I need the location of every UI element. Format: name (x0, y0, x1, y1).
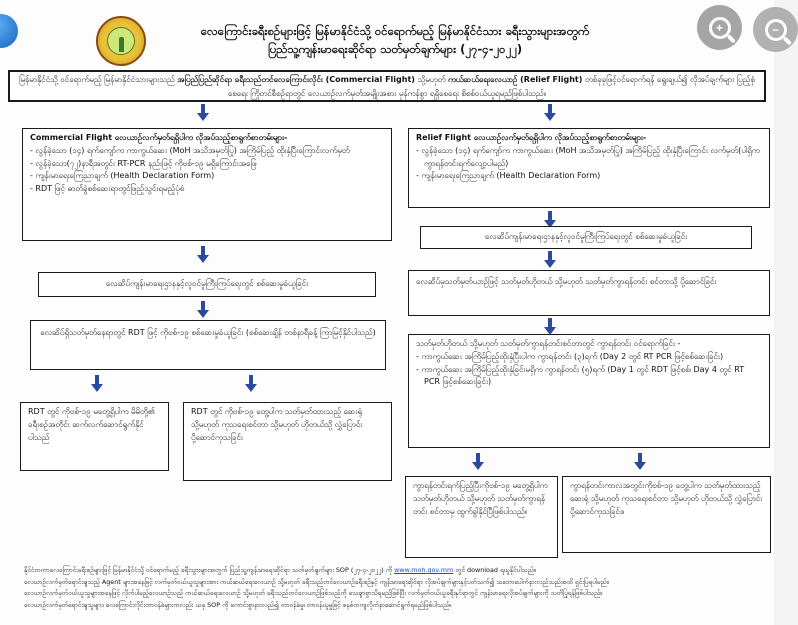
commercial-bullet: - RDT ဖြင့် ဓာတ်ခွဲစစ်ဆေးရာတွင်ဖြည့်သွင်းရမည့်ပုံစံ (30, 184, 185, 194)
moh-logo-icon (96, 16, 146, 66)
relief-title: Relief Flight လေယာဉ်လက်မှတ်ရရှိပါက လိုအပ်သည့်စာရွက်စာတမ်းများ- (416, 133, 647, 142)
relief-airport-check-text: လေဆိပ်ကျန်းမာရေးဌာနနှင့်လူဝင်မှုကြီးကြပ်ရေးတွင် စစ်ဆေးမှုခံယူခြင်း (484, 232, 688, 242)
relief-negative-outcome-box (405, 476, 558, 558)
commercial-bullet: - လွန်ခဲ့သော(၇၂)နာရီအတွင်း RT-PCR နည်းဖြင့် ကိုဗစ်-၁၉ မရှိကြောင်းအဖြေ (30, 158, 257, 168)
intro-text-3: တစ်ခုခုဖြင့်ဝင်ရောက်ရန် ရွေးချယ်၍ လိုအပ်ချက်များ ပြည့်စုံစေရေး ကြိုတင်စီစဉ်ရာတွင် လေယာဉ်လက်မှတ်အမျိုးအစား မှန်ကန်စွာ ရရှိစေရေး စိစစ်ဝယ်ယူရမည်ဖြစ်ပါသည်။ (227, 75, 755, 99)
relief-quarantine-bullet: - ကာကွယ်ဆေး အကြိမ်ပြည့်ထိုးနှံခြင်းမရှိက ကွာရန်တင်း (၅)ရက် (Day 1 တွင် RDT ဖြင့်စစ်၊ Day 4 တွင် RT PCR ဖြင့်စစ်ဆေးခြင်း) (416, 364, 745, 387)
intro-bold-relief: ကယ်ဆယ်ရေးလေယာဉ် (Relief Flight) (447, 75, 583, 84)
commercial-rdt-test-text: လေဆိပ်ရှိသတ်မှတ်နေရာတွင် RDT ဖြင့် ကိုဗစ်-၁၉ စစ်ဆေးမှုခံယူခြင်း (စစ်ဆေးချိန် တစ်နာရီခန့် ကြာမြင့်နိုင်ပါသည်) (40, 328, 376, 337)
down-arrow (472, 453, 484, 470)
page-title (150, 22, 640, 59)
zoom-out-button[interactable] (753, 7, 798, 52)
down-arrow (91, 375, 103, 392)
relief-transport-text: လေဆိပ်မှသတ်မှတ်ယာဉ်ဖြင့် သတ်မှတ်ဟိုတယ် သို့မဟုတ် သတ်မှတ်ကွာရန်တင်း စင်တာသို့ ပို့ဆောင်ခြင်း (416, 277, 717, 286)
down-arrow (544, 318, 556, 335)
zoom-out-icon (765, 19, 787, 41)
relief-bullet: - ကျန်းမာရေးကြေညာချက် (Health Declaration Form) (416, 171, 601, 181)
down-arrow (634, 453, 646, 470)
page-title-line1: လေကြောင်းခရီးစဉ်များဖြင့် မြန်မာနိုင်ငံသို့ ဝင်ရောက်မည့် မြန်မာနိုင်ငံသား ခရီးသွားများအတွက် (200, 24, 590, 38)
page-title-line2: ပြည်သူ့ကျန်းမာရေးဆိုင်ရာ သတ်မှတ်ချက်များ (၂၇-၄-၂၀၂၂) (267, 42, 523, 57)
down-arrow (245, 375, 257, 392)
commercial-airport-check-box (38, 272, 376, 297)
commercial-bullet: - လွန်ခဲ့သော (၁၄) ရက်ကျော်က ကာကွယ်ဆေး (MoH အသိအမှတ်ပြု) အကြိမ်ပြည့် ထိုးနှံပြီးကြောင်းလက်မှတ် (30, 145, 350, 155)
zoom-in-icon (709, 17, 731, 39)
intro-text-2: သို့မဟုတ် (414, 75, 448, 84)
footer-line1-suffix: တွင် download ရယူနိုင်ပါသည်။ (453, 566, 536, 574)
moh-website-link[interactable]: www.moh.gov.mm (394, 566, 454, 574)
relief-positive-outcome-text: ကွာရန်တင်းကာလအတွင်းကိုဗစ်-၁၉ တွေ့ပါက သတ်မှတ်ထားသည့် ဆေးရုံ သို့မဟုတ် ကုသရေးစင်တာ သို့မဟုတ် ဟိုတယ်သို့ လွှဲပြောင်းပို့ဆောင်ကုသခြင်း။ (570, 481, 763, 516)
relief-bullet: - လွန်ခဲ့သော (၁၄) ရက်ကျော်က ကာကွယ်ဆေး (MoH အသိအမှတ်ပြု) အကြိမ်ပြည့် ထိုးနှံပြီးကြောင်း လက်မှတ်(ပါရှိက ကွာရန်တင်းရက်လျော့ပါမည်) (416, 145, 760, 168)
down-arrow (197, 301, 209, 318)
intro-bold-commercial: အပြည်ပြည်ဆိုင်ရာ ခရီးသည်တင်လေကြောင်းလိုင်း (Commercial Flight) (177, 75, 415, 84)
down-arrow (544, 104, 556, 121)
relief-quarantine-bullet: - ကာကွယ်ဆေး အကြိမ်ပြည့်ထိုးနှံပြီးပါက ကွာရန်တင်း (၃)ရက် (Day 2 တွင် RT PCR ဖြင့်စစ်ဆေးခြင်း) (416, 351, 724, 361)
commercial-requirements-box (22, 128, 392, 241)
zoom-in-glyph: + (715, 20, 723, 35)
moh-logo-figure (119, 37, 124, 52)
commercial-rdt-test-box (30, 320, 386, 370)
relief-quarantine-box (408, 334, 770, 448)
footer-line-3: လေယာဉ်လက်မှတ်ဝယ်ယူသူများအနေဖြင့် လိုက်ပါမည့်လေယာဉ်သည် ကယ်ဆယ်ရေးလေယာဉ် သို့မဟုတ် ခရီးသည်တင်လေယာဉ်ဖြစ်သည်ကို သေချာစွာသိရမည်ဖြစ်ပြီး လက်မှတ်ဝယ်ယူခရီးနှင်ရာတွင် ကျန်းမာရေးလိုအပ်ချက်များကို သတိပြုရန်ဖြစ်ပါသည်။ (24, 589, 603, 598)
commercial-positive-outcome-text: RDT တွင် ကိုဗစ်-၁၉ တွေ့ပါက သတ်မှတ်ထားသည့် ဆေးရုံ သို့မဟုတ် ကုသရေးစင်တာ သို့မဟုတ် ဟိုတယ်သို့ လွှဲပြောင်းပို့ဆောင်ကုသခြင်း (191, 407, 363, 442)
footer-line-4: လေယာဉ်လက်မှတ်ရောင်းချသူများ၊ လေကြောင်းလိုင်းတာဝန်ခံများကလည်း ယခု SOP ကို ကောင်းစွာနားလည်၍ တာဝန်ခံမှု၊ တာဝန်ယူမှုဖြင့် စနစ်တကျလိုက်နာဆောင်ရွက်ရမည်ဖြစ်ပါသည်။ (24, 600, 452, 609)
relief-negative-outcome-text: ကွာရန်တင်းရက်ပြည့်ပြီးကိုဗစ်-၁၉ မတွေ့ရှိပါက သတ်မှတ်ဟိုတယ် သို့မဟုတ် သတ်မှတ်ကွာရန်တင်း စင်တာမှ ထွက်ခွါနိုင်ပြီဖြစ်ပါသည်။ (413, 481, 548, 516)
relief-airport-check-box (420, 226, 752, 249)
footer-line1-prefix: နိုင်ငံတကာလေကြောင်းခရီးစဉ်များဖြင့် မြန်မာနိုင်ငံသို့ ဝင်ရောက်မည့် ခရီးသွားများအတွက် ပြည်သူ့ကျန်းမာရေးဆိုင်ရာ သတ်မှတ်ချက်များ SOP (၂၇-၄-၂၀၂၂) ကို (24, 566, 395, 574)
down-arrow (197, 104, 209, 121)
intro-box (8, 70, 766, 102)
commercial-negative-outcome-box (20, 402, 169, 471)
footer-line-2: လေယာဉ်လက်မှတ်ရောင်းချသည့် Agent များအနေဖြင့် လက်မှတ်ဝယ်ယူသူများအား ကယ်ဆယ်ရေးလေယာဉ် သို့မဟုတ် ခရီးသည်တင်လေယာဉ်ခရီးစဉ်နှင့် ကျန်းမာရေးဆိုင်ရာ လိုအပ်ချက်များနှင့်ပတ်သက်၍ သဘောပေါက်နားလည်သည်အထိ ရှင်းပြရပါမည်။ (24, 577, 609, 586)
commercial-airport-check-text: လေဆိပ်ကျန်းမာရေးဌာနနှင့်လူဝင်မှုကြီးကြပ်ရေးတွင် စစ်ဆေးမှုခံယူခြင်း (105, 279, 309, 289)
zoom-out-glyph: − (771, 22, 779, 37)
footer-notes (24, 565, 768, 611)
down-arrow (197, 246, 209, 263)
down-arrow (544, 251, 556, 268)
intro-text-1: မြန်မာနိုင်ငံသို့ ဝင်ရောက်မည့် မြန်မာနိုင်ငံသားများသည် (19, 75, 178, 84)
floating-button[interactable] (0, 14, 18, 48)
relief-transport-box (408, 270, 770, 316)
commercial-bullet: - ကျန်းမာရေးကြေညာချက် (Health Declaration Form) (30, 171, 215, 181)
relief-quarantine-title: သတ်မှတ်ဟိုတယ် သို့မဟုတ် သတ်မှတ်ကွာရန်တင်းစင်တာတွင် ကွာရန်တင်း ဝင်ရောက်ခြင်း - (416, 339, 681, 348)
zoom-in-button[interactable] (697, 5, 742, 50)
commercial-positive-outcome-box (183, 402, 392, 481)
moh-logo-center (107, 27, 135, 55)
relief-positive-outcome-box (562, 476, 771, 553)
footer-line-1 (24, 565, 768, 577)
commercial-negative-outcome-text: RDT တွင် ကိုဗစ်-၁၉ မတွေ့ရှိပါက မိမိတို့၏ ခရီးစဉ်အတိုင်း ဆက်လက်ဆောင်ရွက်နိုင်ပါသည် (28, 407, 155, 442)
relief-requirements-box (408, 128, 770, 208)
commercial-title: Commercial Flight လေယာဉ်လက်မှတ်ရရှိပါက လိုအပ်သည့်စာရွက်စာတမ်းများ- (30, 133, 288, 142)
